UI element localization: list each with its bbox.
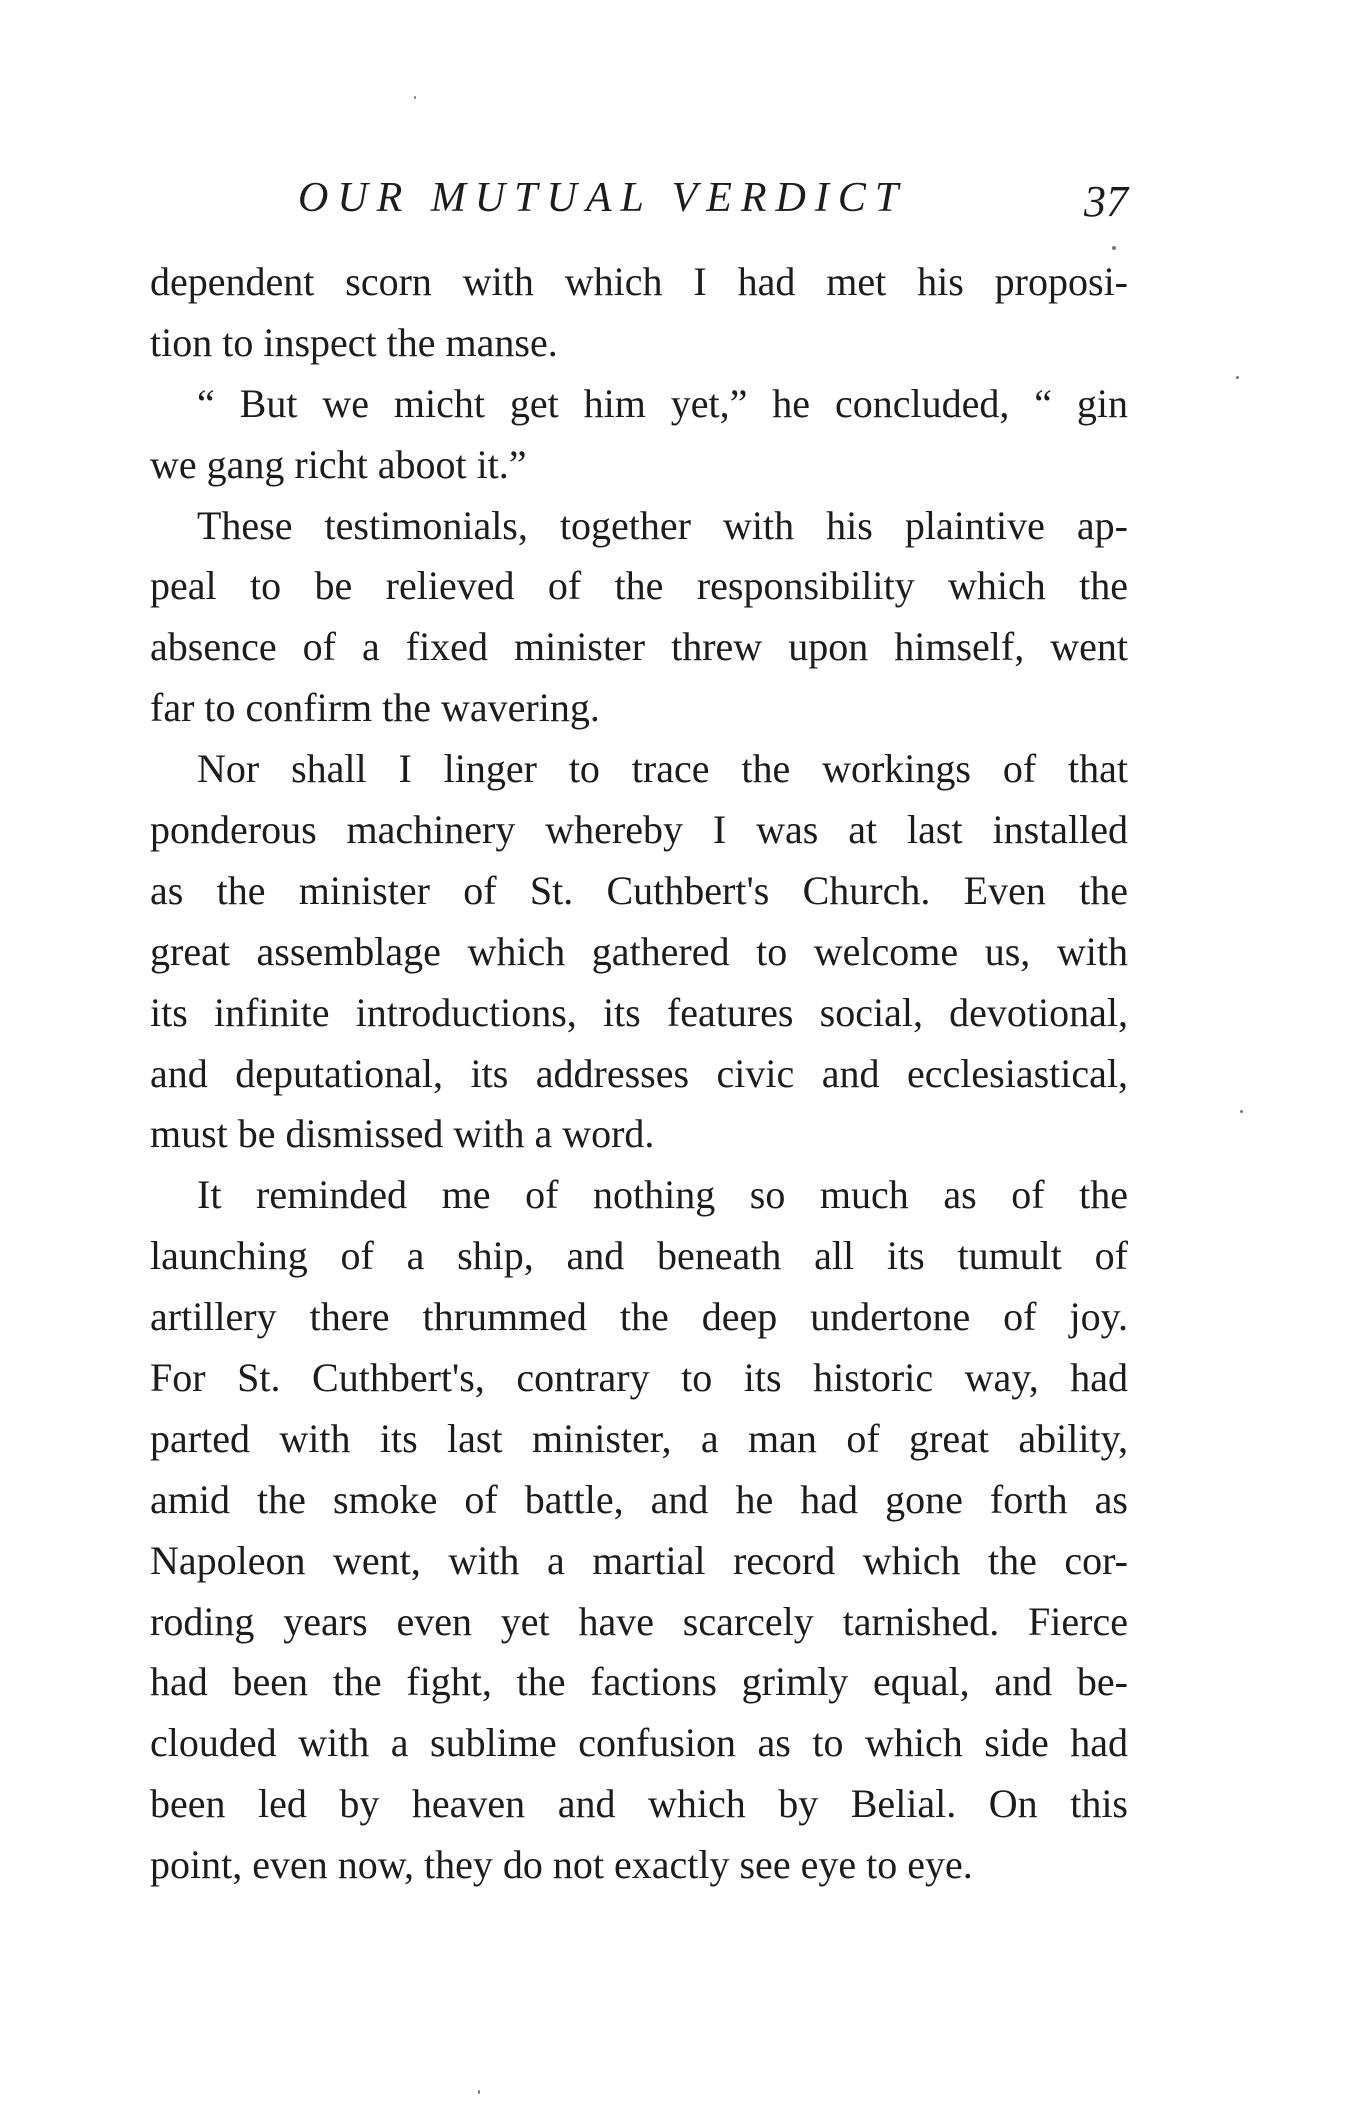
text-line: and deputational, its addresses civic and ecclesiastical, — [150, 1050, 1128, 1096]
text-line: These testimonials, together with his plaintive ap- — [197, 502, 1128, 548]
text-line: “ But we micht get him yet,” he concluded, “ gin — [197, 380, 1128, 426]
paragraph — [150, 374, 1128, 496]
text-line: clouded with a sublime confusion as to which side had — [150, 1720, 1128, 1766]
page-number: 37 — [1084, 177, 1128, 226]
paragraph — [150, 1165, 1128, 1896]
running-title: OUR MUTUAL VERDICT — [298, 175, 908, 221]
scan-speck — [1112, 246, 1116, 250]
text-line: point, even now, they do not exactly see eye to eye. — [150, 1842, 973, 1888]
scan-speck — [478, 2090, 480, 2094]
text-line: must be dismissed with a word. — [150, 1111, 655, 1157]
text-line: tion to inspect the manse. — [150, 319, 558, 365]
text-line: parted with its last minister, a man of great ability, — [150, 1415, 1128, 1461]
text-line: dependent scorn with which I had met his proposi- — [150, 259, 1128, 304]
text-line: we gang richt aboot it.” — [150, 441, 527, 487]
text-line: had been the fight, the factions grimly equal, and be- — [150, 1659, 1128, 1705]
scan-speck — [1240, 1110, 1243, 1113]
body-text — [150, 252, 1128, 1896]
text-line: its infinite introductions, its features social, devotional, — [150, 989, 1128, 1035]
text-line: absence of a fixed minister threw upon himself, went — [150, 624, 1128, 670]
paragraph — [150, 252, 1128, 374]
text-line: peal to be relieved of the responsibility which the — [150, 563, 1128, 609]
text-line: launching of a ship, and beneath all its tumult of — [150, 1233, 1128, 1279]
text-line: It reminded me of nothing so much as of the — [197, 1172, 1128, 1218]
text-line: far to confirm the wavering. — [150, 685, 600, 731]
text-line: artillery there thrummed the deep undertone of joy. — [150, 1294, 1128, 1340]
text-line: roding years even yet have scarcely tarnished. Fierce — [150, 1598, 1128, 1644]
text-line: For St. Cuthbert's, contrary to its historic way, had — [150, 1355, 1128, 1401]
page-header — [298, 168, 1128, 228]
text-line: amid the smoke of battle, and he had gone forth as — [150, 1476, 1128, 1522]
text-line: ponderous machinery whereby I was at last installed — [150, 807, 1128, 853]
text-line: great assemblage which gathered to welcome us, with — [150, 928, 1128, 974]
paragraph — [150, 739, 1128, 1165]
text-line: as the minister of St. Cuthbert's Church. Even the — [150, 867, 1128, 913]
scan-speck — [414, 96, 416, 99]
scan-speck — [1236, 376, 1239, 379]
text-line: Napoleon went, with a martial record which the cor- — [150, 1537, 1128, 1583]
paragraph — [150, 496, 1128, 740]
text-line: Nor shall I linger to trace the workings of that — [197, 746, 1128, 792]
text-line: been led by heaven and which by Belial. On this — [150, 1781, 1128, 1827]
